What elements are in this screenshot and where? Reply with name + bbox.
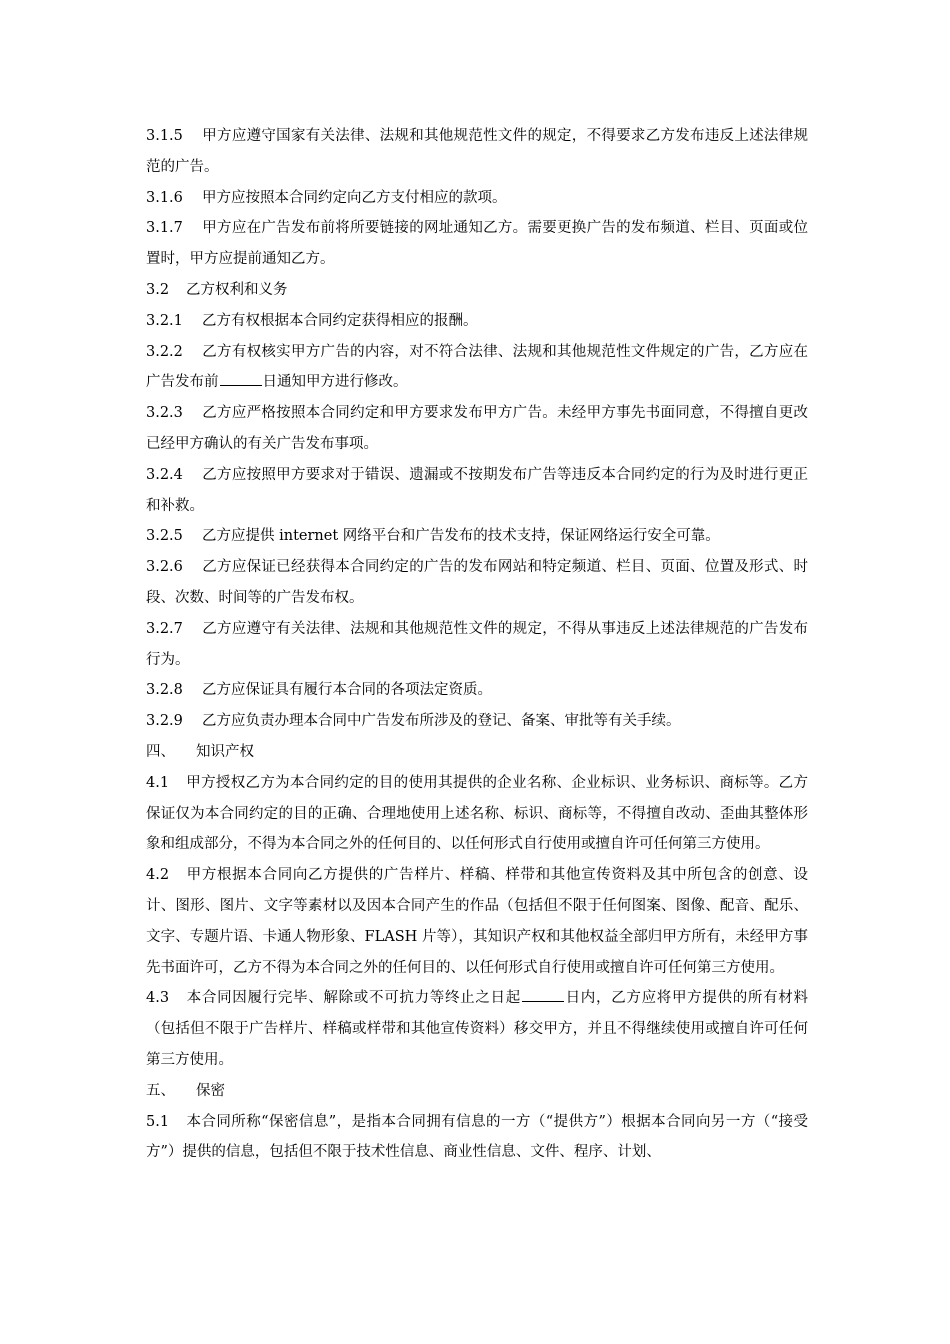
chapter-title: 知识产权 bbox=[196, 743, 254, 760]
clause-text: 乙方应保证已经获得本合同约定的广告的发布网站和特定频道、栏目、页面、位置及形式、时段、次数、时间等的广告发布权。 bbox=[146, 559, 808, 606]
clause-text: 甲方授权乙方为本合同约定的目的使用其提供的企业名称、企业标识、业务标识、商标等。乙方保证仅为本合同约定的目的正确、合理地使用上述名称、标识、商标等，不得擅自改动、歪曲其整体形象和组成部分，不得为本合同之外的任何目的、以任何形式自行使用或擅自许可任何第三方使用。 bbox=[146, 774, 808, 853]
clause-3-1-7 bbox=[146, 213, 808, 275]
clause-text: 甲方应遵守国家有关法律、法规和其他规范性文件的规定，不得要求乙方发布违反上述法律规范的广告。 bbox=[146, 128, 808, 175]
clause-text: 甲方应在广告发布前将所要链接的网址通知乙方。需要更换广告的发布频道、栏目、页面或位置时，甲方应提前通知乙方。 bbox=[146, 220, 808, 268]
clause-text: 乙方应遵守有关法律、法规和其他规范性文件的规定，不得从事违反上述法律规范的广告发布行为。 bbox=[146, 620, 808, 668]
clause-number: 4.2 bbox=[146, 867, 170, 884]
clause-3-2-2 bbox=[146, 337, 808, 399]
section-number: 3.2 bbox=[146, 281, 170, 298]
clause-3-2-1 bbox=[146, 306, 808, 337]
clause-number: 3.2.9 bbox=[146, 713, 183, 730]
chapter-number: 五、 bbox=[146, 1082, 175, 1099]
clause-text: 乙方应负责办理本合同中广告发布所涉及的登记、备案、审批等有关手续。 bbox=[202, 713, 681, 730]
clause-number: 4.3 bbox=[146, 990, 170, 1007]
clause-text: 本合同因履行完毕、解除或不可抗力等终止之日起 bbox=[186, 990, 521, 1007]
clause-number: 3.1.7 bbox=[146, 220, 183, 237]
clause-3-2-4 bbox=[146, 460, 808, 522]
clause-text: 乙方应按照甲方要求对于错误、遗漏或不按期发布广告等违反本合同约定的行为及时进行更正和补救。 bbox=[146, 466, 808, 514]
clause-text: 本合同所称“保密信息”，是指本合同拥有信息的一方（“提供方”）根据本合同向另一方（“接受方”）提供的信息，包括但不限于技术性信息、商业性信息、文件、程序、计划、 bbox=[146, 1113, 808, 1161]
chapter-number: 四、 bbox=[146, 743, 175, 760]
clause-3-2-6 bbox=[146, 552, 808, 614]
clause-text-continued: 日内，乙方应将甲方提供的所有材料（包括但不限于广告样片、样稿或样带和其他宣传资料）移交甲方，并且不得继续使用或擅自许可任何第三方使用。 bbox=[146, 990, 808, 1068]
chapter-5-heading bbox=[146, 1076, 808, 1107]
clause-5-1 bbox=[146, 1107, 808, 1169]
clause-4-1 bbox=[146, 768, 808, 860]
clause-3-1-5 bbox=[146, 121, 808, 183]
chapter-title: 保密 bbox=[196, 1082, 225, 1099]
clause-text-continued: 日通知甲方进行修改。 bbox=[262, 374, 408, 391]
clause-text: 甲方根据本合同向乙方提供的广告样片、样稿、样带和其他宣传资料及其中所包含的创意、设计、图形、图片、文字等素材以及因本合同产生的作品（包括但不限于任何图案、图像、配音、配乐、文字、专题片语、卡通人物形象、FLASH 片等），其知识产权和其他权益全部归甲方所有，未经甲方事先书面许可，乙方不得为本合同之外的任何目的、以任何形式自行使用或擅自许可任何第三方使用。 bbox=[146, 867, 808, 976]
clause-text: 乙方有权根据本合同约定获得相应的报酬。 bbox=[202, 312, 478, 329]
clause-number: 3.2.5 bbox=[146, 528, 183, 545]
clause-text: 乙方应保证具有履行本合同的各项法定资质。 bbox=[202, 682, 492, 699]
document-page bbox=[146, 121, 808, 1168]
clause-text: 甲方应按照本合同约定向乙方支付相应的款项。 bbox=[202, 189, 507, 206]
clause-number: 4.1 bbox=[146, 774, 170, 791]
clause-number: 3.2.4 bbox=[146, 466, 183, 483]
clause-text: 乙方有权核实甲方广告的内容，对不符合法律、法规和其他规范性文件规定的广告，乙方应在广告发布前 bbox=[146, 343, 808, 391]
chapter-4-heading bbox=[146, 737, 808, 768]
clause-text: 乙方应严格按照本合同约定和甲方要求发布甲方广告。未经甲方事先书面同意，不得擅自更改已经甲方确认的有关广告发布事项。 bbox=[146, 405, 808, 452]
clause-4-3 bbox=[146, 983, 808, 1075]
clause-4-2 bbox=[146, 860, 808, 983]
clause-number: 5.1 bbox=[146, 1113, 170, 1130]
section-title: 乙方权利和义务 bbox=[186, 281, 288, 298]
clause-3-2-7 bbox=[146, 614, 808, 676]
clause-number: 3.2.1 bbox=[146, 312, 183, 329]
clause-3-2-5 bbox=[146, 521, 808, 552]
clause-3-1-6 bbox=[146, 183, 808, 214]
clause-3-2-9 bbox=[146, 706, 808, 737]
clause-number: 3.1.6 bbox=[146, 189, 183, 206]
clause-3-2-8 bbox=[146, 675, 808, 706]
fill-in-blank-days[interactable] bbox=[522, 985, 564, 1002]
clause-number: 3.2.8 bbox=[146, 682, 183, 699]
section-3-2-heading bbox=[146, 275, 808, 306]
clause-number: 3.2.6 bbox=[146, 559, 183, 576]
clause-number: 3.2.3 bbox=[146, 405, 183, 422]
clause-text: 乙方应提供 internet 网络平台和广告发布的技术支持，保证网络运行安全可靠。 bbox=[202, 528, 720, 545]
clause-number: 3.1.5 bbox=[146, 128, 183, 144]
clause-3-2-3 bbox=[146, 398, 808, 460]
clause-number: 3.2.7 bbox=[146, 620, 183, 637]
clause-number: 3.2.2 bbox=[146, 343, 183, 360]
fill-in-blank-days[interactable] bbox=[220, 369, 262, 386]
